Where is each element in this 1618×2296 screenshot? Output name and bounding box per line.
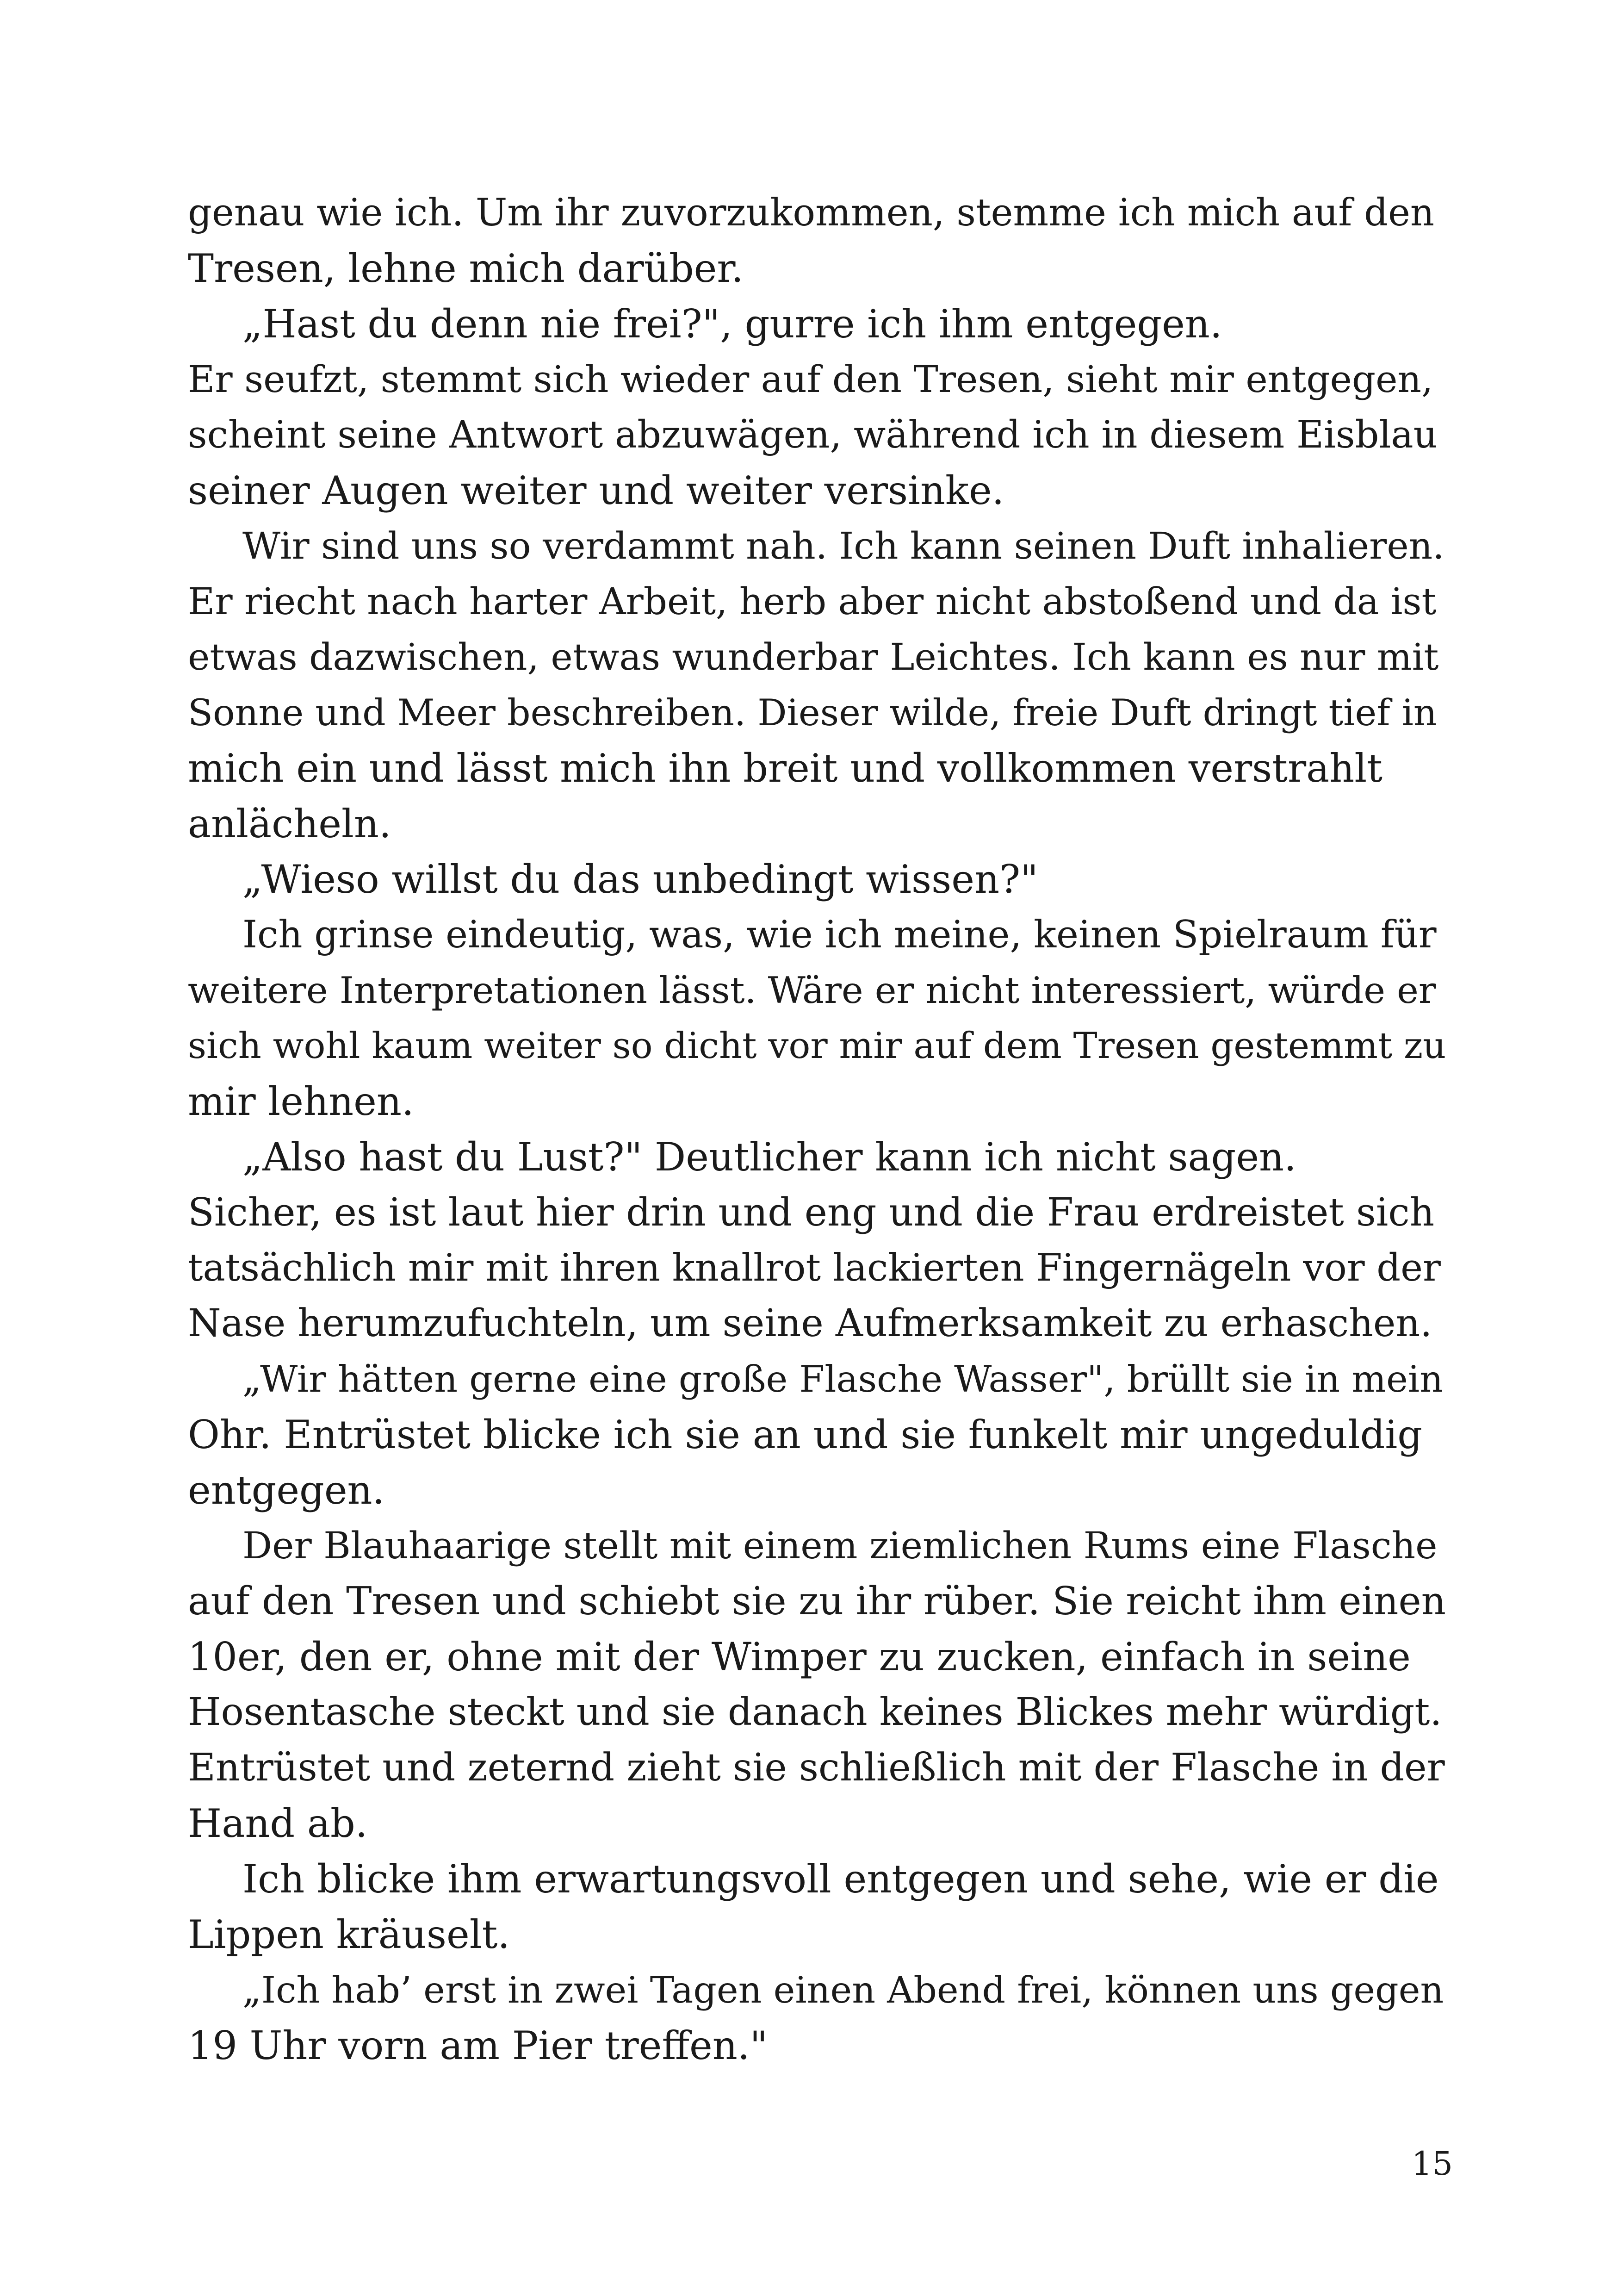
text-line: entgegen. xyxy=(188,1468,385,1513)
text-line: genau wie ich. Um ihr zuvorzukommen, stemme ich mich auf den xyxy=(188,191,1435,235)
text-line: Sonne und Meer beschreiben. Dieser wilde, freie Duft dringt tief in xyxy=(188,691,1437,734)
text-line: 10er, den er, ohne mit der Wimper zu zucken, einfach in seine xyxy=(188,1634,1411,1680)
text-line: „Hast du denn nie frei?", gurre ich ihm entgegen. xyxy=(242,301,1222,347)
text-line: „Wieso willst du das unbedingt wissen?" xyxy=(242,857,1038,902)
text-line: Hand ab. xyxy=(188,1801,368,1846)
page-number: 15 xyxy=(1411,2145,1453,2183)
body-text xyxy=(188,185,1446,2073)
text-line: Lippen kräuselt. xyxy=(188,1912,510,1957)
text-line: sich wohl kaum weiter so dicht vor mir auf dem Tresen gestemmt zu xyxy=(188,1025,1446,1067)
text-line: mir lehnen. xyxy=(188,1079,414,1124)
text-line: „Also hast du Lust?" Deutlicher kann ich nicht sagen. xyxy=(242,1134,1296,1180)
text-line: Er riecht nach harter Arbeit, herb aber nicht abstoßend und da ist xyxy=(188,580,1437,623)
text-line: Ich blicke ihm erwartungsvoll entgegen und sehe, wie er die xyxy=(242,1856,1439,1902)
text-line: Sicher, es ist laut hier drin und eng und die Frau erdreistet sich xyxy=(188,1190,1435,1235)
text-line: anlächeln. xyxy=(188,801,391,846)
text-line: Ohr. Entrüstet blicke ich sie an und sie funkelt mir ungeduldig xyxy=(188,1412,1423,1457)
text-line: Wir sind uns so verdammt nah. Ich kann seinen Duft inhalieren. xyxy=(242,524,1444,567)
text-line: seiner Augen weiter und weiter versinke. xyxy=(188,468,1004,513)
text-line: Nase herumzufuchteln, um seine Aufmerksamkeit zu erhaschen. xyxy=(188,1301,1432,1345)
text-line: „Wir hätten gerne eine große Flasche Wasser", brüllt sie in mein xyxy=(242,1358,1444,1400)
text-line: „Ich hab’ erst in zwei Tagen einen Abend frei, können uns gegen xyxy=(242,1969,1444,2011)
text-line: Ich grinse eindeutig, was, wie ich meine, keinen Spielraum für xyxy=(242,913,1437,957)
text-line: 19 Uhr vorn am Pier treffen." xyxy=(188,2023,768,2068)
text-line: Hosentasche steckt und sie danach keines Blickes mehr würdigt. xyxy=(188,1690,1442,1734)
text-line: Der Blauhaarige stellt mit einem ziemlichen Rums eine Flasche xyxy=(242,1524,1438,1567)
text-line: weitere Interpretationen lässt. Wäre er nicht interessiert, würde er xyxy=(188,969,1436,1012)
text-line: scheint seine Antwort abzuwägen, während ich in diesem Eisblau xyxy=(188,413,1438,457)
text-line: Er seufzt, stemmt sich wieder auf den Tresen, sieht mir entgegen, xyxy=(188,358,1433,401)
text-line: mich ein und lässt mich ihn breit und vollkommen verstrahlt xyxy=(188,746,1382,791)
text-line: etwas dazwischen, etwas wunderbar Leichtes. Ich kann es nur mit xyxy=(188,635,1439,678)
text-line: Tresen, lehne mich darüber. xyxy=(188,246,744,291)
text-line: auf den Tresen und schiebt sie zu ihr rüber. Sie reicht ihm einen xyxy=(188,1579,1446,1624)
text-line: Entrüstet und zeternd zieht sie schließlich mit der Flasche in der xyxy=(188,1746,1445,1790)
text-line: tatsächlich mir mit ihren knallrot lackierten Fingernägeln vor der xyxy=(188,1246,1441,1290)
